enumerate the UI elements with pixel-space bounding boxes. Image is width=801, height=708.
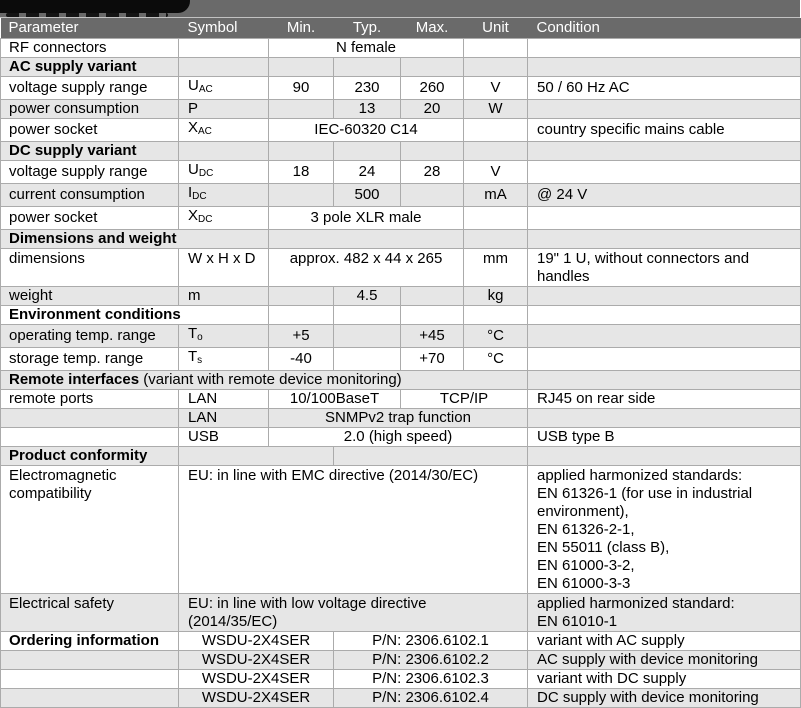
- table-cell: Electromagnetic compatibility: [1, 465, 179, 593]
- table-cell: [464, 206, 528, 229]
- table-cell: [334, 347, 401, 370]
- table-cell: 10/100BaseT: [269, 389, 401, 408]
- table-row: [1, 305, 801, 324]
- table-row: [1, 160, 801, 183]
- table-cell: W x H x D: [179, 248, 269, 286]
- table-cell: [464, 38, 528, 57]
- table-row: [1, 99, 801, 118]
- table-cell: P/N: 2306.6102.4: [334, 688, 528, 707]
- table-cell: [179, 141, 269, 160]
- table-row: [1, 118, 801, 141]
- table-header-row: [1, 18, 801, 38]
- table-cell: [1, 650, 179, 669]
- table-cell: [401, 183, 464, 206]
- table-cell: 260: [401, 76, 464, 99]
- table-cell: 28: [401, 160, 464, 183]
- table-cell: $U_{DC}$: [179, 160, 269, 183]
- table-cell: EU: in line with low voltage directive (2014/35/EC): [179, 593, 528, 631]
- table-cell: 4.5: [334, 286, 401, 305]
- table-row: [1, 465, 801, 593]
- column-header: Unit: [464, 18, 528, 38]
- table-row: [1, 324, 801, 347]
- table-cell: [464, 305, 528, 324]
- column-header: Typ.: [334, 18, 401, 38]
- column-header: Parameter: [1, 18, 179, 38]
- table-cell: [464, 141, 528, 160]
- table-cell: [528, 446, 801, 465]
- table-cell: 24: [334, 160, 401, 183]
- table-row: [1, 57, 801, 76]
- title-bar: [0, 0, 800, 18]
- table-cell: [528, 370, 801, 389]
- table-cell: [269, 99, 334, 118]
- table-cell: operating temp. range: [1, 324, 179, 347]
- table-cell: TCP/IP: [401, 389, 528, 408]
- table-cell: USB type B: [528, 427, 801, 446]
- table-row: [1, 141, 801, 160]
- table-cell: [334, 141, 401, 160]
- table-cell: 3 pole XLR male: [269, 206, 464, 229]
- table-cell: -40: [269, 347, 334, 370]
- table-cell: [528, 286, 801, 305]
- table-cell: [1, 669, 179, 688]
- table-cell: $U_{AC}$: [179, 76, 269, 99]
- table-cell: +45: [401, 324, 464, 347]
- table-cell: [401, 57, 464, 76]
- table-cell: [528, 347, 801, 370]
- table-cell: [464, 229, 528, 248]
- table-cell: mm: [464, 248, 528, 286]
- table-cell: @ 24 V: [528, 183, 801, 206]
- column-header: Max.: [401, 18, 464, 38]
- table-cell: [1, 427, 179, 446]
- table-cell: storage temp. range: [1, 347, 179, 370]
- table-cell: kg: [464, 286, 528, 305]
- table-cell: USB: [179, 427, 269, 446]
- table-cell: N female: [269, 38, 464, 57]
- table-cell: P/N: 2306.6102.1: [334, 631, 528, 650]
- table-cell: $T_s$: [179, 347, 269, 370]
- table-cell: current consumption: [1, 183, 179, 206]
- table-cell: WSDU-2X4SER: [179, 688, 334, 707]
- table-cell: dimensions: [1, 248, 179, 286]
- table-cell: [334, 324, 401, 347]
- table-row: [1, 347, 801, 370]
- table-cell: 13: [334, 99, 401, 118]
- specification-table: [0, 18, 801, 708]
- table-cell: P/N: 2306.6102.2: [334, 650, 528, 669]
- table-cell: +5: [269, 324, 334, 347]
- redaction-mark: [0, 0, 190, 13]
- table-cell: LAN: [179, 389, 269, 408]
- table-cell: 90: [269, 76, 334, 99]
- table-cell: WSDU-2X4SER: [179, 631, 334, 650]
- table-cell: [528, 99, 801, 118]
- table-cell: °C: [464, 347, 528, 370]
- table-cell: V: [464, 160, 528, 183]
- table-cell: $X_{DC}$: [179, 206, 269, 229]
- table-cell: IEC-60320 C14: [269, 118, 464, 141]
- table-cell: WSDU-2X4SER: [179, 669, 334, 688]
- table-cell: +70: [401, 347, 464, 370]
- table-cell: applied harmonized standards: EN 61326-1 (for use in industrial environment), EN 61326-2-1, EN 55011 (class B), EN 61000-3-2, EN 61000-3-3: [528, 465, 801, 593]
- table-cell: [528, 408, 801, 427]
- table-cell: $T_o$: [179, 324, 269, 347]
- table-cell: [269, 183, 334, 206]
- table-cell: [179, 446, 334, 465]
- table-cell: V: [464, 76, 528, 99]
- table-cell: 19" 1 U, without connectors and handles: [528, 248, 801, 286]
- table-cell: [269, 286, 334, 305]
- table-cell: [269, 57, 334, 76]
- table-row: [1, 183, 801, 206]
- table-cell: [401, 305, 464, 324]
- table-cell: [464, 118, 528, 141]
- table-cell: [1, 688, 179, 707]
- table-cell: mA: [464, 183, 528, 206]
- table-cell: [528, 57, 801, 76]
- table-row: [1, 593, 801, 631]
- column-header: Condition: [528, 18, 801, 38]
- table-row: [1, 206, 801, 229]
- section-header-cell: AC supply variant: [1, 57, 179, 76]
- table-cell: remote ports: [1, 389, 179, 408]
- table-cell: 50 / 60 Hz AC: [528, 76, 801, 99]
- table-row: [1, 229, 801, 248]
- table-row: [1, 76, 801, 99]
- table-cell: RJ45 on rear side: [528, 389, 801, 408]
- table-cell: [334, 57, 401, 76]
- table-row: [1, 38, 801, 57]
- table-cell: [334, 446, 528, 465]
- table-cell: LAN: [179, 408, 269, 427]
- table-cell: [269, 141, 334, 160]
- table-cell: [528, 38, 801, 57]
- table-cell: WSDU-2X4SER: [179, 650, 334, 669]
- table-cell: approx. 482 x 44 x 265: [269, 248, 464, 286]
- table-cell: [179, 57, 269, 76]
- table-cell: °C: [464, 324, 528, 347]
- section-header-cell: Environment conditions: [1, 305, 269, 324]
- table-cell: weight: [1, 286, 179, 305]
- table-cell: [528, 141, 801, 160]
- table-row: [1, 408, 801, 427]
- table-cell: P/N: 2306.6102.3: [334, 669, 528, 688]
- table-cell: AC supply with device monitoring: [528, 650, 801, 669]
- table-cell: power socket: [1, 206, 179, 229]
- column-header: Min.: [269, 18, 334, 38]
- table-cell: $X_{AC}$: [179, 118, 269, 141]
- table-cell: [269, 305, 334, 324]
- table-cell: [528, 206, 801, 229]
- table-cell: [464, 57, 528, 76]
- table-cell: 230: [334, 76, 401, 99]
- table-row: [1, 631, 801, 650]
- table-cell: SNMPv2 trap function: [269, 408, 528, 427]
- table-cell: 2.0 (high speed): [269, 427, 528, 446]
- column-header: Symbol: [179, 18, 269, 38]
- table-row: [1, 248, 801, 286]
- table-cell: [528, 160, 801, 183]
- table-cell: RF connectors: [1, 38, 179, 57]
- table-row: [1, 669, 801, 688]
- table-cell: 18: [269, 160, 334, 183]
- table-cell: country specific mains cable: [528, 118, 801, 141]
- table-cell: [528, 229, 801, 248]
- table-cell: $I_{DC}$: [179, 183, 269, 206]
- table-cell: Electrical safety: [1, 593, 179, 631]
- table-cell: [528, 305, 801, 324]
- table-cell: variant with AC supply: [528, 631, 801, 650]
- table-row: [1, 446, 801, 465]
- table-row: [1, 650, 801, 669]
- table-cell: power socket: [1, 118, 179, 141]
- table-cell: EU: in line with EMC directive (2014/30/EC): [179, 465, 528, 593]
- section-header-cell: Dimensions and weight: [1, 229, 269, 248]
- section-header-cell: Ordering information: [1, 631, 179, 650]
- table-cell: [1, 408, 179, 427]
- spec-table: [0, 18, 800, 708]
- table-row: [1, 427, 801, 446]
- table-row: [1, 688, 801, 707]
- table-cell: voltage supply range: [1, 160, 179, 183]
- section-header-cell: Remote interfaces (variant with remote device monitoring): [1, 370, 528, 389]
- section-header-cell: DC supply variant: [1, 141, 179, 160]
- table-cell: m: [179, 286, 269, 305]
- table-cell: [179, 38, 269, 57]
- table-row: [1, 389, 801, 408]
- redaction-text-remnant: [6, 13, 168, 17]
- table-cell: P: [179, 99, 269, 118]
- table-cell: [334, 305, 401, 324]
- table-cell: [401, 286, 464, 305]
- table-row: [1, 286, 801, 305]
- table-cell: W: [464, 99, 528, 118]
- table-cell: [528, 324, 801, 347]
- table-cell: voltage supply range: [1, 76, 179, 99]
- table-cell: [269, 229, 464, 248]
- table-cell: variant with DC supply: [528, 669, 801, 688]
- table-cell: 500: [334, 183, 401, 206]
- table-cell: DC supply with device monitoring: [528, 688, 801, 707]
- table-cell: [401, 141, 464, 160]
- table-row: [1, 370, 801, 389]
- table-cell: 20: [401, 99, 464, 118]
- section-header-cell: Product conformity: [1, 446, 179, 465]
- table-cell: applied harmonized standard: EN 61010-1: [528, 593, 801, 631]
- table-cell: power consumption: [1, 99, 179, 118]
